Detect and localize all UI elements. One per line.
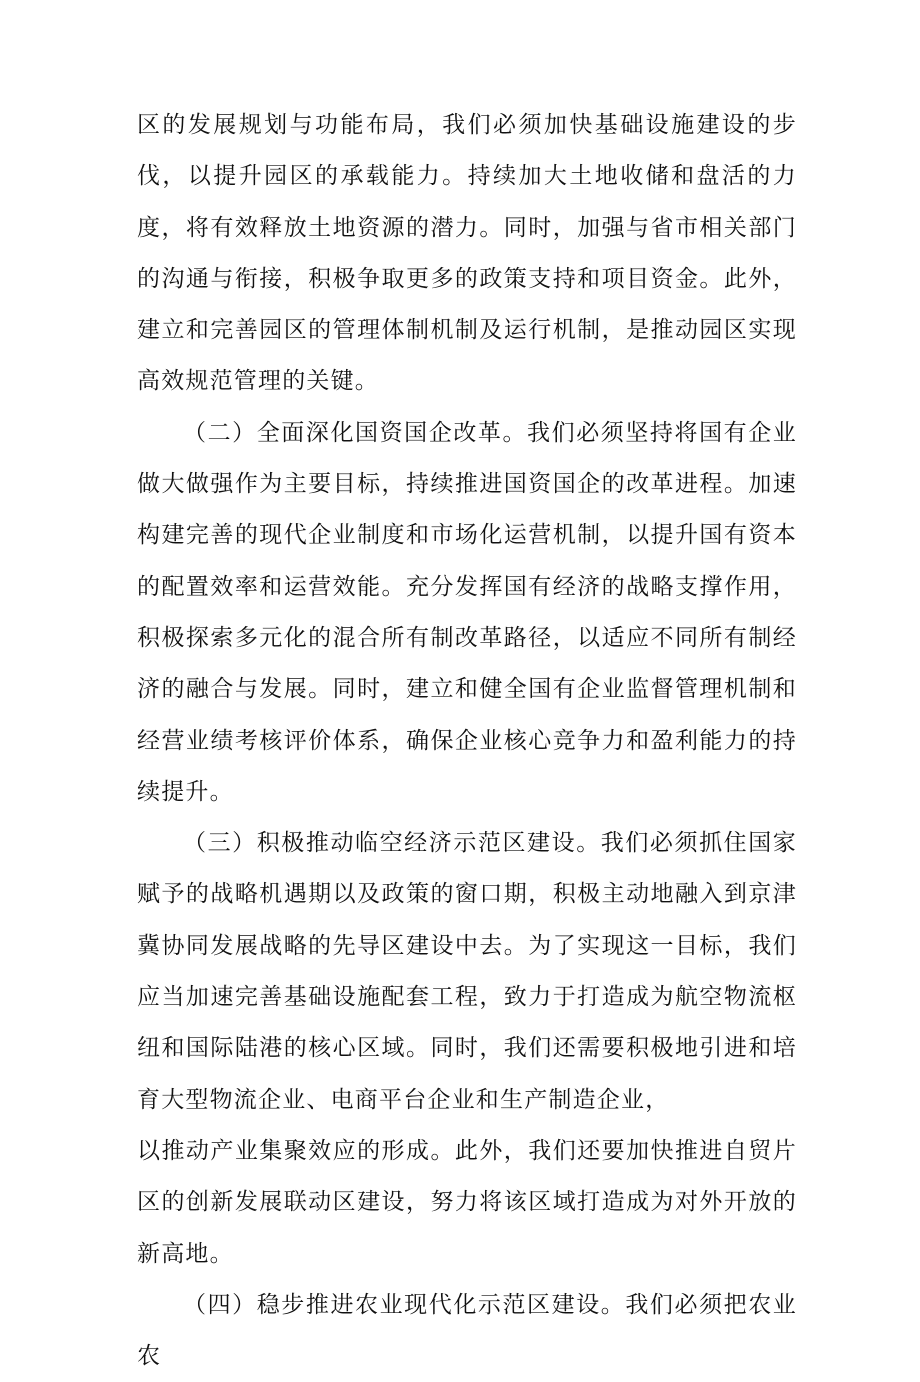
paragraph-park-planning: 区的发展规划与功能布局，我们必须加快基础设施建设的步伐，以提升园区的承载能力。持续加大土地收储和盘活的力度，将有效释放土地资源的潜力。同时，加强与省市相关部门的沟通与衔接，积极争取更多的政策支持和项目资金。此外，建立和完善园区的管理体制机制及运行机制，是推动园区实现高效规范管理的关键。: [137, 112, 797, 395]
paragraph-airport-economy-continued: 以推动产业集聚效应的形成。此外，我们还要加快推进自贸片区的创新发展联动区建设，努力将该区域打造成为对外开放的新高地。: [137, 1137, 797, 1267]
paragraph-agriculture-modernization: （四）稳步推进农业现代化示范区建设。我们必须把农业农: [137, 1291, 797, 1370]
paragraph-soe-reform: （二）全面深化国资国企改革。我们必须坚持将国有企业做大做强作为主要目标，持续推进国资国企的改革进程。加速构建完善的现代企业制度和市场化运营机制，以提升国有资本的配置效率和运营效能。充分发挥国有经济的战略支撑作用，积极探索多元化的混合所有制改革路径，以适应不同所有制经济的融合与发展。同时，建立和健全国有企业监督管理机制和经营业绩考核评价体系，确保企业核心竞争力和盈利能力的持续提升。: [137, 419, 797, 805]
document-body: [137, 100, 797, 1382]
paragraph-airport-economy: （三）积极推动临空经济示范区建设。我们必须抓住国家赋予的战略机遇期以及政策的窗口期，积极主动地融入到京津冀协同发展战略的先导区建设中去。为了实现这一目标，我们应当加速完善基础设施配套工程，致力于打造成为航空物流枢纽和国际陆港的核心区域。同时，我们还需要积极地引进和培育大型物流企业、电商平台企业和生产制造企业，: [137, 830, 797, 1113]
